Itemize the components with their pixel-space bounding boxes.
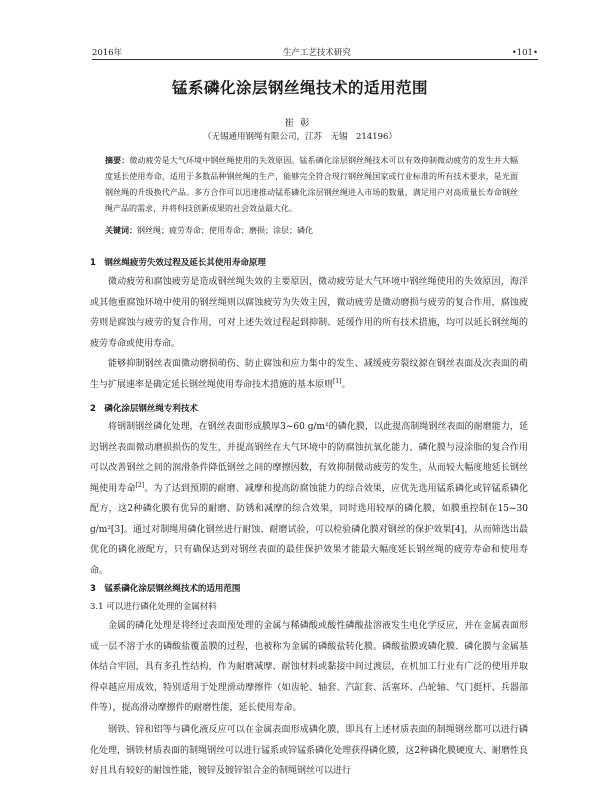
keywords-label: 关键词：: [105, 226, 137, 235]
running-header: [92, 42, 538, 58]
paragraph-text: 微动疲劳和腐蚀疲劳是造成钢丝绳失效的主要原因，微动疲劳是大气环境中钢丝绳使用的失效原因，海洋或其他重腐蚀环境中使用的钢丝绳则以腐蚀疲劳为失效主因，微动疲劳是微动磨损与疲劳的复合作用，腐蚀疲劳则是腐蚀与疲劳的复合作用，可对上述失效过程起到抑制、延缓作用的所有技术措施，均可以延长钢丝绳的疲劳寿命或使用寿命。: [90, 277, 528, 349]
paragraph-text-end: 。为了达到预期的耐磨、减摩和提高防腐蚀能力的综合效果，应优先选用锰系磷化或锌锰系磷化配方，这2种磷化膜有优异的耐磨、防锈和减摩的综合效果，同时选用较厚的磷化膜，如膜重控制在15~30 g/m²[3]。通过对制绳用磷化钢丝进行耐蚀、耐磨试验，可以检验磷化膜对钢丝的保护效果[4]，从而筛选出最优化的磷化液配方，只有确保达到对钢丝表面的最佳保护效果才能最大幅度延长钢丝绳的疲劳寿命和使用寿命。: [90, 483, 528, 576]
header-rule: [92, 59, 538, 60]
abstract-label: 摘要：: [105, 156, 130, 165]
keywords-text: 钢丝绳；疲劳寿命；使用寿命；磨损；涂层；磷化: [137, 226, 313, 235]
paragraph-text: 钢铁、锌和铝等与磷化液反应可以在金属表面形成磷化膜，即具有上述材质表面的制绳钢丝都可以进行磷化处理，钢铁材质表面的制绳钢丝可以进行锰系或锌锰系磷化处理获得磷化膜，这2种磷化膜硬度大、耐磨性良好且具有较好的耐蚀性能，镀锌及镀锌铝合金的制绳钢丝可以进行: [90, 725, 528, 776]
section-heading-3: 3 锰系磷化涂层钢丝绳技术的适用范围: [90, 584, 241, 594]
paragraph-text: 将钢制钢丝磷化处理，在钢丝表面形成膜厚3~60 g/m²的磷化膜，以此提高制绳钢丝表面的耐磨能力，延迟钢丝表面微动磨损损伤的发生，并提高钢丝在大气环境中的防腐蚀抗氧化能力，磷化膜与浸涂脂的复合作用可以改善钢丝之间的润滑条件降低钢丝之间的摩擦因数，有效抑制微动疲劳的发生，从而较大幅度地延长钢丝绳使用寿命: [90, 422, 528, 494]
paragraph: [90, 272, 528, 354]
citation: [1]: [333, 377, 342, 385]
subsection-heading: 3.1 可以进行磷化处理的金属材料: [90, 602, 217, 612]
paragraph-text: 能够抑制钢丝表面微动磨损萌伤、防止腐蚀和应力集中的发生、减缓疲劳裂纹源在钢丝表面及次表面的萌生与扩展速率是确定延长钢丝绳使用寿命技术措施的基本原则: [90, 359, 528, 390]
citation: [2]: [135, 481, 145, 489]
paragraph-text-end: 。: [341, 379, 351, 390]
paragraph: [90, 616, 528, 719]
section-heading-1: 1 钢丝绳疲劳失效过程及延长其使用寿命原理: [90, 258, 266, 268]
header-page: •101•: [511, 48, 538, 58]
paragraph: [90, 720, 528, 782]
author: 崔彰: [284, 118, 316, 129]
abstract: [105, 153, 518, 217]
section-heading-2: 2 磷化涂层钢丝绳专利技术: [90, 404, 198, 414]
paragraph: [90, 417, 528, 581]
paragraph-text: 金属的磷化处理是将经过表面预处理的金属与稀磷酸或酸性磷酸盐溶液发生电化学反应，并在金属表面形成一层不溶于水的磷酸盐覆盖膜的过程，也被称为金属的磷酸盐转化膜。磷酸盐膜或磷化膜、磷化膜与金属基体结合牢固，具有多孔性结构，作为耐磨减摩、耐蚀材料或黏接中间过渡层，在机加工行业有广泛的使用并取得卓越应用成效，特别适用于处理滑动摩擦件（如齿轮、轴套、汽缸套、活塞环、凸轮轴、气门挺杆、兵器部件等），提高滑动摩擦件的耐磨性能，延长使用寿命。: [90, 621, 528, 713]
paragraph: [90, 354, 528, 395]
keywords: [105, 224, 518, 238]
affiliation: （无锡通用钢绳有限公司，江苏 无锡 214196）: [203, 132, 397, 142]
header-year: 2016年: [92, 48, 123, 58]
header-journal: 生产工艺技术研究: [282, 48, 351, 58]
article-title: 锰系磷化涂层钢丝绳技术的适用范围: [171, 79, 428, 97]
abstract-text: 微动疲劳是大气环境中钢丝绳使用的失效原因。锰系磷化涂层钢丝绳技术可以有效抑制微动疲劳的发生并大幅度延长使用寿命，适用于多数品种钢丝绳的生产，能够完全符合现行钢丝绳国家或行业标准的所有技术要求，是光面钢丝绳的升级换代产品。多方合作可以迅速推动锰系磷化涂层钢丝绳进入市场的数量，满足用户对高质量长寿命钢丝绳产品的需求，并将科技创新成果的社会效益最大化。: [105, 156, 519, 213]
